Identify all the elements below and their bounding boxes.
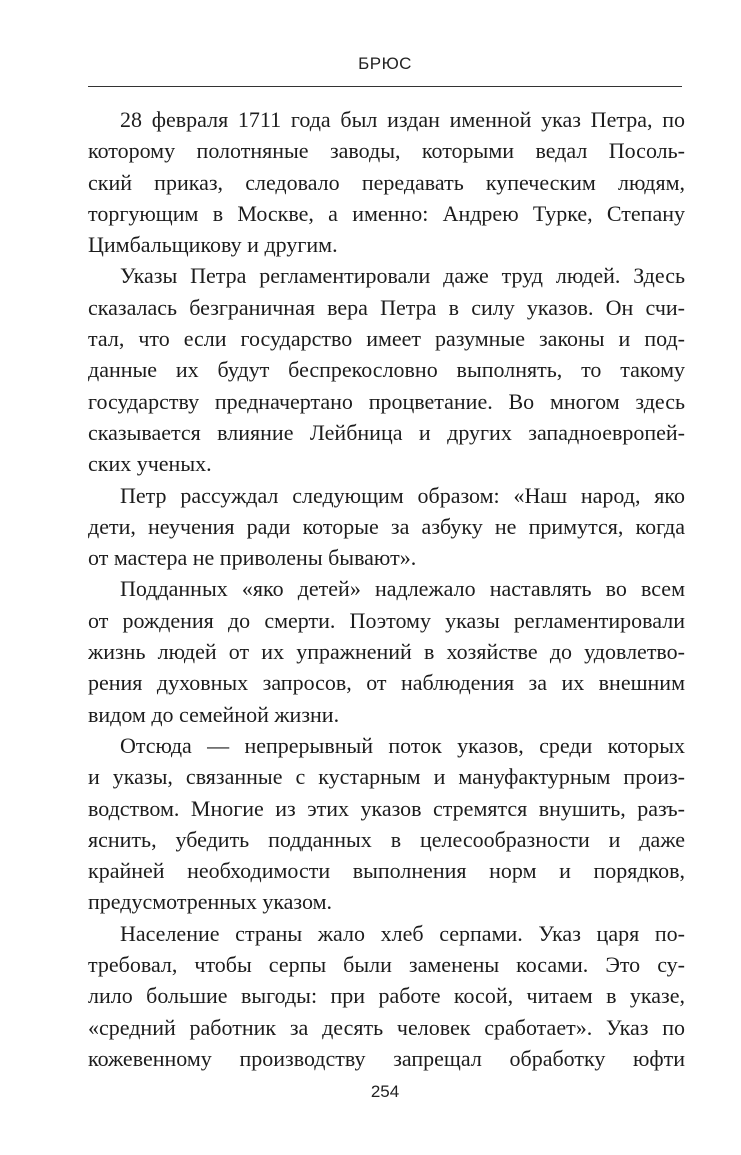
header-rule [88, 86, 682, 87]
text-line: сказалась безграничная вера Петра в силу указов. Он счи- [88, 294, 685, 320]
text-line: кожевенному производству запрещал обработку юфти [88, 1045, 685, 1071]
text-line: сказывается влияние Лейбница и других западноевропей- [88, 419, 685, 445]
text-line: дети, неучения ради которые за азбуку не примутся, когда [88, 513, 685, 539]
page-number: 254 [370, 1082, 400, 1101]
text-line: 28 февраля 1711 года был издан именной указ Петра, по [120, 107, 685, 132]
text-line: торгующим в Москве, а именно: Андрею Турке, Степану [88, 200, 685, 226]
text-line: и указы, связанные с кустарным и мануфактурным произ- [88, 764, 685, 790]
text-line: от мастера не приволены бывают». [88, 545, 417, 571]
running-head-title: БРЮС [358, 54, 412, 73]
text-line: рения духовных запросов, от наблюдения за их внешним [88, 670, 685, 696]
text-line: тал, что если государство имеет разумные законы и под- [88, 326, 685, 352]
text-line: ских ученых. [88, 451, 212, 477]
text-line: требовал, чтобы серпы были заменены косами. Это су- [88, 952, 685, 978]
paragraph [88, 730, 685, 918]
text-line: крайней необходимости выполнения норм и порядков, [88, 858, 685, 884]
paragraph [88, 260, 685, 479]
text-line: водством. Многие из этих указов стремятся внушить, разъ- [88, 795, 685, 821]
text-line: государству предначертано процветание. Во многом здесь [88, 388, 685, 414]
text-line: Подданных «яко детей» надлежало наставлять во всем [120, 576, 685, 602]
text-line: Население страны жало хлеб серпами. Указ царя по- [120, 920, 685, 946]
paragraph [88, 918, 685, 1074]
text-line: данные их будут беспрекословно выполнять, то такому [88, 357, 685, 383]
text-line: Отсюда — непрерывный поток указов, среди которых [120, 732, 685, 758]
text-line: которому полотняные заводы, которыми ведал Посоль- [88, 138, 685, 164]
text-line: видом до семейной жизни. [88, 701, 340, 727]
paragraph [88, 104, 685, 260]
text-line: Петр рассуждал следующим образом: «Наш народ, яко [120, 482, 685, 508]
text-line: яснить, убедить подданных в целесообразности и даже [88, 826, 685, 852]
text-line: Цимбальщикову и другим. [88, 232, 338, 258]
text-line: «средний работник за десять человек сработает». Указ по [88, 1014, 685, 1040]
paragraph [88, 573, 685, 729]
text-line: ский приказ, следовало передавать купеческим людям, [88, 169, 685, 195]
paragraph [88, 480, 685, 574]
text-line: от рождения до смерти. Поэтому указы регламентировали [88, 607, 685, 633]
text-line: жизнь людей от их упражнений в хозяйстве до удовлетво- [88, 639, 685, 665]
body-text [88, 104, 685, 1074]
text-line: лило большие выгоды: при работе косой, читаем в указе, [88, 983, 685, 1009]
text-line: Указы Петра регламентировали даже труд людей. Здесь [120, 263, 685, 289]
text-line: предусмотренных указом. [88, 889, 332, 915]
